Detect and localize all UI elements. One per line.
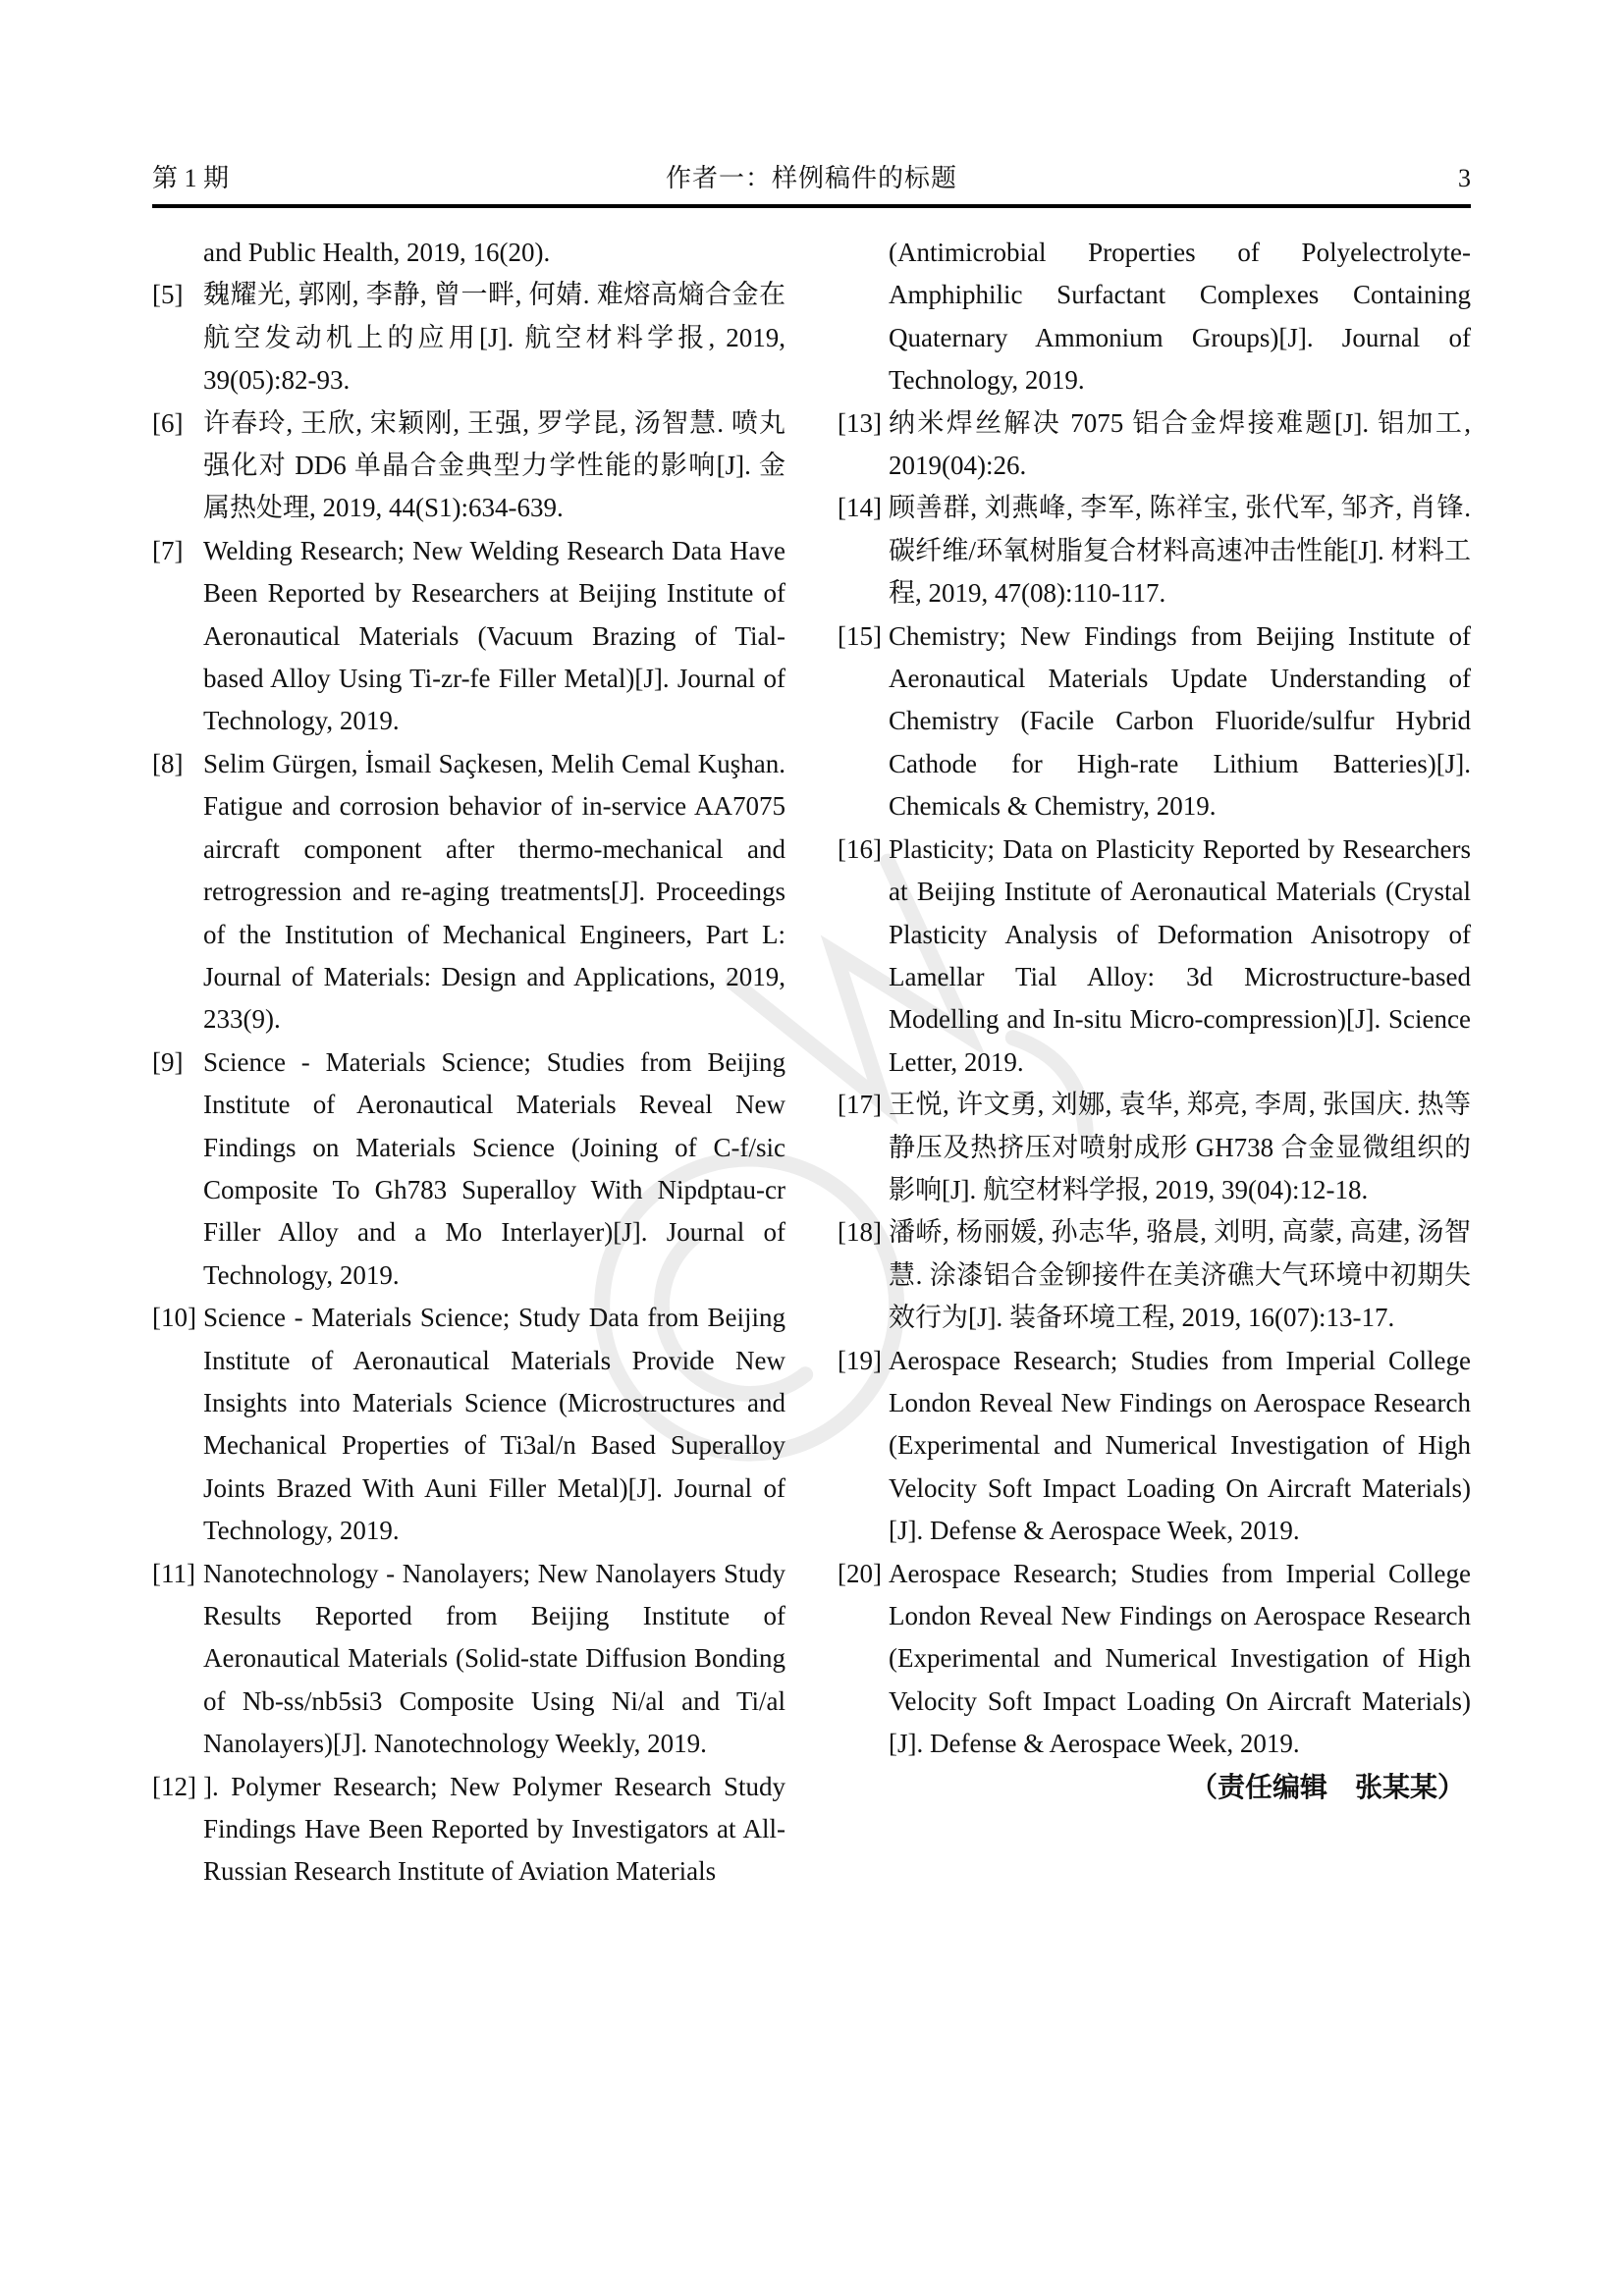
reference-label: [10]	[152, 1303, 196, 1333]
reference-item	[152, 743, 785, 1041]
right-reference-list	[838, 402, 1471, 1766]
right-column	[838, 232, 1471, 1894]
reference-label: [6]	[152, 407, 184, 438]
reference-item	[152, 402, 785, 530]
reference-label: [20]	[838, 1558, 882, 1588]
reference-columns	[152, 232, 1471, 1894]
reference-text: Selim Gürgen, İsmail Saçkesen, Melih Cemal Kuşhan. Fatigue and corrosion behavior of in-service AA7075 aircraft component after thermo-mechanical and retrogression and re-aging treatments[J]. Proceedings of the Institution of Mechanical Engineers, Part L: Journal of Materials: Design and Applications, 2019, 233(9).	[203, 748, 785, 1035]
reference-text: 王悦, 许文勇, 刘娜, 袁华, 郑亮, 李周, 张国庆. 热等静压及热挤压对喷射成形 GH738 合金显微组织的影响[J]. 航空材料学报, 2019, 39(04):12-18.	[889, 1090, 1471, 1204]
reference-label: [14]	[838, 493, 882, 523]
reference-item	[838, 402, 1471, 488]
reference-label: [5]	[152, 280, 184, 310]
reference-item	[838, 1211, 1471, 1339]
reference-text: Nanotechnology - Nanolayers; New Nanolayers Study Results Reported from Beijing Institute of Aeronautical Materials (Solid-state Diffusion Bonding of Nb-ss/nb5si3 Composite Using Ni/al and Ti/al Nanolayers)[J]. Nanotechnology Weekly, 2019.	[203, 1558, 785, 1759]
reference-item	[152, 1553, 785, 1766]
reference-item	[152, 530, 785, 743]
reference-text: Science - Materials Science; Studies from Beijing Institute of Aeronautical Materials Reveal New Findings on Materials Science (Joining of C-f/sic Composite To Gh783 Superalloy With Nipdptau-cr Filler Alloy and a Mo Interlayer)[J]. Journal of Technology, 2019.	[203, 1046, 785, 1290]
reference-text: 许春玲, 王欣, 宋颖刚, 王强, 罗学昆, 汤智慧. 喷丸强化对 DD6 单晶合金典型力学性能的影响[J]. 金属热处理, 2019, 44(S1):634-639.	[203, 407, 785, 523]
reference-label: [12]	[152, 1771, 196, 1801]
reference-text: Aerospace Research; Studies from Imperial College London Reveal New Findings on Aerospace Research (Experimental and Numerical Investigation of High Velocity Soft Impact Loading On Aircraft Materials)[J]. Defense & Aerospace Week, 2019.	[889, 1558, 1471, 1759]
reference-text: 潘峤, 杨丽媛, 孙志华, 骆晨, 刘明, 高蒙, 高建, 汤智慧. 涂漆铝合金铆接件在美济礁大气环境中初期失效行为[J]. 装备环境工程, 2019, 16(07):13-17.	[889, 1217, 1471, 1333]
reference-item	[838, 1340, 1471, 1553]
reference-label: [9]	[152, 1046, 184, 1077]
reference-label: [15]	[838, 620, 882, 651]
reference-continuation: (Antimicrobial Properties of Polyelectrolyte-Amphiphilic Surfactant Complexes Containing Quaternary Ammonium Groups)[J]. Journal of Technology, 2019.	[889, 238, 1471, 396]
left-reference-list	[152, 274, 785, 1893]
reference-text: Chemistry; New Findings from Beijing Institute of Aeronautical Materials Update Understanding of Chemistry (Facile Carbon Fluoride/sulfur Hybrid Cathode for High-rate Lithium Batteries)[J]. Chemicals & Chemistry, 2019.	[889, 620, 1471, 822]
reference-label: [8]	[152, 748, 184, 778]
editor-note: （责任编辑 张某某）	[1189, 1771, 1465, 1802]
reference-item	[838, 1553, 1471, 1766]
reference-continuation: and Public Health, 2019, 16(20).	[203, 238, 551, 267]
reference-item	[838, 1084, 1471, 1211]
reference-item	[152, 274, 785, 401]
page-header	[152, 157, 1471, 198]
page-number: 3	[1458, 164, 1471, 192]
left-column	[152, 232, 785, 1894]
reference-text: 顾善群, 刘燕峰, 李军, 陈祥宝, 张代军, 邹齐, 肖锋. 碳纤维/环氧树脂复合材料高速冲击性能[J]. 材料工程, 2019, 47(08):110-117.	[889, 493, 1471, 609]
reference-item	[152, 1297, 785, 1552]
reference-text: ]. Polymer Research; New Polymer Research Study Findings Have Been Reported by Investigators at All-Russian Research Institute of Aviation Materials	[203, 1771, 785, 1887]
reference-item	[152, 1041, 785, 1297]
reference-label: [18]	[838, 1217, 882, 1248]
reference-item	[152, 1766, 785, 1894]
reference-label: [7]	[152, 535, 184, 565]
issue-label: 第 1 期	[152, 164, 230, 192]
reference-label: [17]	[838, 1090, 882, 1120]
running-title: 作者一：样例稿件的标题	[665, 164, 957, 192]
reference-label: [11]	[152, 1558, 195, 1588]
reference-item	[838, 828, 1471, 1084]
reference-label: [13]	[838, 407, 882, 438]
reference-text: 魏耀光, 郭刚, 李静, 曾一畔, 何婧. 难熔高熵合金在航空发动机上的应用[J]. 航空材料学报, 2019, 39(05):82-93.	[203, 280, 785, 396]
reference-item	[838, 487, 1471, 614]
reference-label: [16]	[838, 833, 882, 864]
header-rule	[152, 204, 1471, 208]
reference-label: [19]	[838, 1345, 882, 1375]
reference-item	[838, 615, 1471, 828]
reference-text: Science - Materials Science; Study Data from Beijing Institute of Aeronautical Materials Provide New Insights into Materials Science (Microstructures and Mechanical Properties of Ti3al/n Based Superalloy Joints Brazed With Auni Filler Metal)[J]. Journal of Technology, 2019.	[203, 1303, 785, 1546]
reference-text: 纳米焊丝解决 7075 铝合金焊接难题[J]. 铝加工, 2019(04):26.	[889, 407, 1471, 481]
reference-text: Welding Research; New Welding Research Data Have Been Reported by Researchers at Beijing Institute of Aeronautical Materials (Vacuum Brazing of Tial-based Alloy Using Ti-zr-fe Filler Metal)[J]. Journal of Technology, 2019.	[203, 535, 785, 736]
reference-text: Plasticity; Data on Plasticity Reported by Researchers at Beijing Institute of Aeronautical Materials (Crystal Plasticity Analysis of Deformation Anisotropy of Lamellar Tial Alloy: 3d Microstructure-based Modelling and In-situ Micro-compression)[J]. Science Letter, 2019.	[889, 833, 1471, 1077]
reference-text: Aerospace Research; Studies from Imperial College London Reveal New Findings on Aerospace Research (Experimental and Numerical Investigation of High Velocity Soft Impact Loading On Aircraft Materials)[J]. Defense & Aerospace Week, 2019.	[889, 1345, 1471, 1546]
